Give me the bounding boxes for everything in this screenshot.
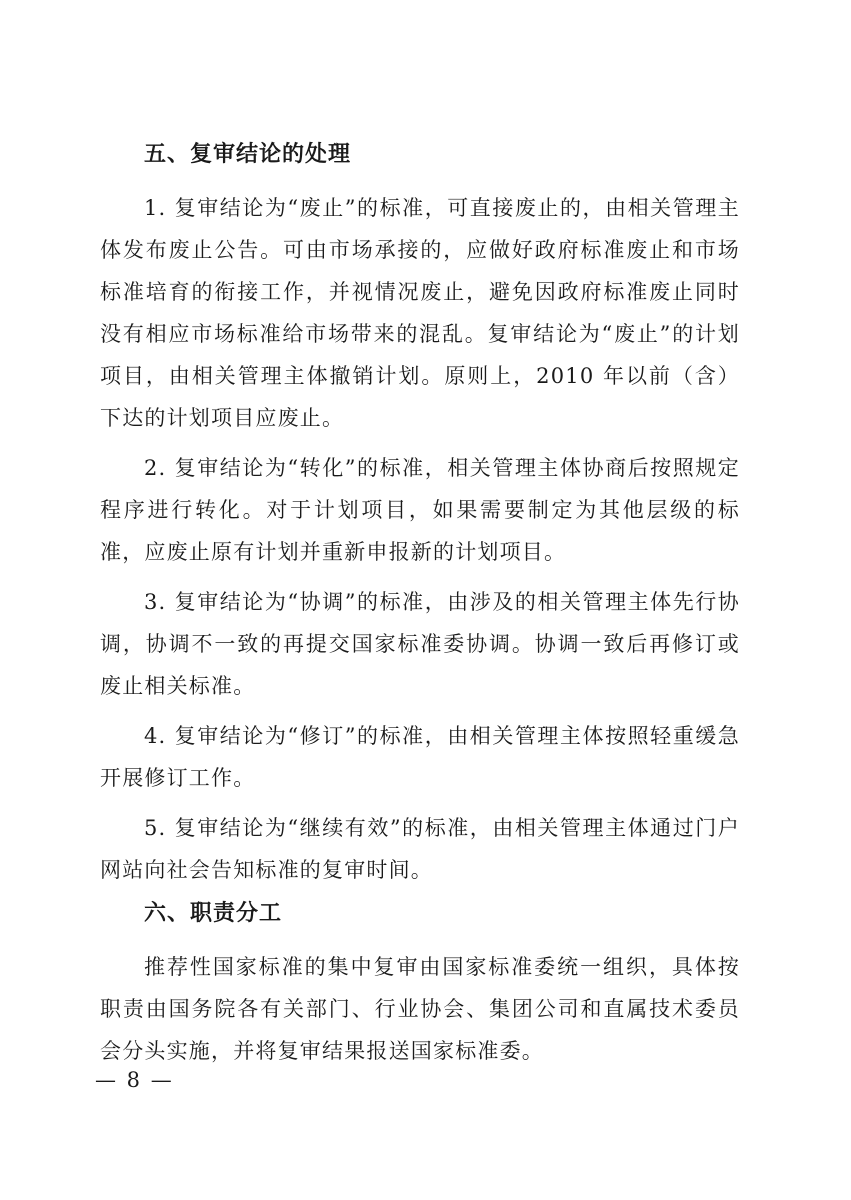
document-body xyxy=(100,140,740,1080)
section-heading-review-handling: 五、复审结论的处理 xyxy=(144,142,352,167)
paragraph-convert: 2. 复审结论为“转化”的标准，相关管理主体协商后按照规定程序进行转化。对于计划项目，如果需要制定为其他层级的标准，应废止原有计划并重新申报新的计划项目。 xyxy=(100,456,740,564)
page-number: — 8 — xyxy=(95,1068,174,1092)
paragraph-remain-valid: 5. 复审结论为“继续有效”的标准，由相关管理主体通过门户网站向社会告知标准的复审时间。 xyxy=(100,816,740,882)
paragraph-abolish: 1. 复审结论为“废止”的标准，可直接废止的，由相关管理主体发布废止公告。可由市场承接的，应做好政府标准废止和市场标准培育的衔接工作，并视情况废止，避免因政府标准废止同时没有相应市场标准给市场带来的混乱。复审结论为“废止”的计划项目，由相关管理主体撤销计划。原则上，2010 年以前（含）下达的计划项目应废止。 xyxy=(100,196,740,430)
paragraph-coordinate: 3. 复审结论为“协调”的标准，由涉及的相关管理主体先行协调，协调不一致的再提交国家标准委协调。协调一致后再修订或废止相关标准。 xyxy=(100,590,740,698)
section-heading-responsibilities: 六、职责分工 xyxy=(144,901,283,926)
paragraph-responsibilities: 推荐性国家标准的集中复审由国家标准委统一组织，具体按职责由国务院各有关部门、行业协会、集团公司和直属技术委员会分头实施，并将复审结果报送国家标准委。 xyxy=(100,955,740,1063)
paragraph-revise: 4. 复审结论为“修订”的标准，由相关管理主体按照轻重缓急开展修订工作。 xyxy=(100,724,740,790)
